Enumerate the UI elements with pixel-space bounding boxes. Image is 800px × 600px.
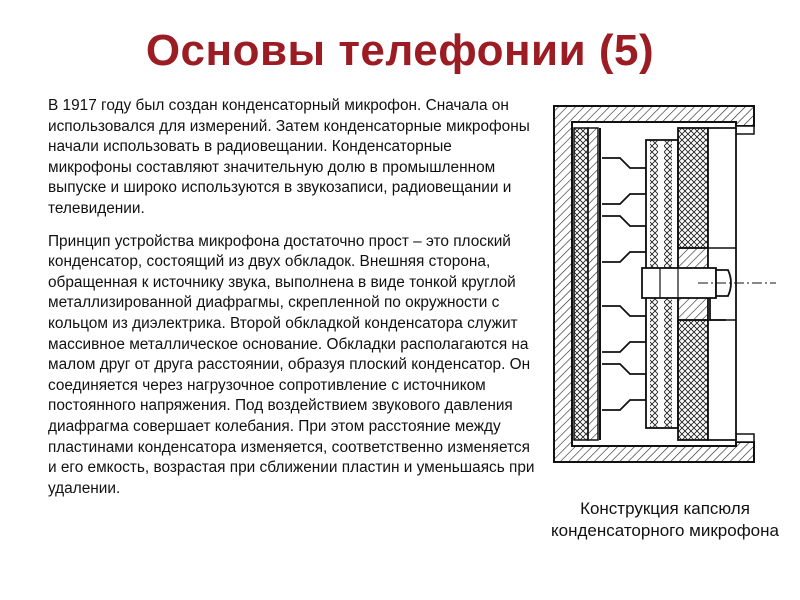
insulator-top <box>678 128 708 248</box>
front-grid <box>574 128 588 440</box>
figure-caption: Конструкция капсюля конденсаторного микрофона <box>551 499 779 540</box>
microphone-capsule-diagram <box>550 98 778 470</box>
body-text <box>48 96 538 511</box>
housing-right-bottom <box>736 434 754 442</box>
housing-right-top <box>736 126 754 134</box>
back-electrode <box>602 158 646 410</box>
diaphragm-ring <box>588 128 598 440</box>
paragraph-history: В 1917 году был создан конденсаторный микрофон. Сначала он использовался для измерений. Затем конденсаторные микрофоны начали использовать в радиовещании. Конденсаторные микрофоны составляют значительную долю в промышленном выпуске и широко используются в звукозаписи, радиовещании и телевидении. <box>48 97 530 217</box>
insulator-bottom <box>678 320 708 440</box>
capsule-drawing <box>550 98 778 470</box>
paragraph-principle: Принцип устройства микрофона достаточно прост – это плоский конденсатор, состоящий из двух обкладок. Внешняя сторона, обращенная к источнику звука, выполнена в виде тонкой круглой металлизированной диафрагмы, скрепленной по окружности с кольцом из диэлектрика. Второй обкладкой конденсатора служит массивное металлическое основание. Обкладки располагаются на малом друг от друга расстоянии, образуя плоский конденсатор. Он соединяется через нагрузочное сопротивление с источником постоянного напряжения. Под воздействием звукового давления диафрагма совершает колебания. При этом расстояние между пластинами конденсатора изменяется, соответственно изменяется и его емкость, возрастая при сближении пластин и уменьшаясь при удалении. <box>48 232 535 497</box>
slide-title: Основы телефонии (5) <box>145 26 655 75</box>
